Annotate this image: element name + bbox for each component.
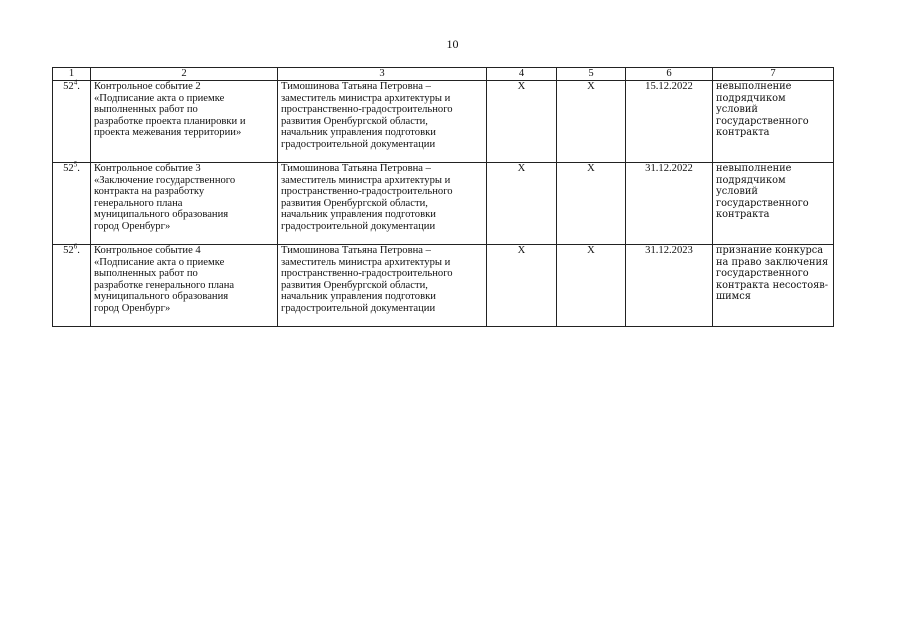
col5-cell: X (557, 81, 626, 163)
reason-line: государственного (716, 115, 809, 127)
responsible-line: Тимошинова Татьяна Петровна – (281, 81, 431, 92)
event-line: контракта на разработку (94, 186, 205, 198)
reason-line: государственного (716, 197, 809, 209)
responsible-line: пространственно-градостроительного (281, 104, 453, 116)
column-header-3: 3 (278, 68, 487, 81)
table-row (53, 81, 834, 163)
responsible-line: пространственно-градостроительного (281, 186, 453, 198)
column-header-7: 7 (713, 68, 834, 81)
event-line: Контрольное событие 2 (94, 81, 201, 92)
event-cell (91, 163, 278, 245)
event-line: генерального плана (94, 197, 183, 209)
column-header-4: 4 (487, 68, 557, 81)
column-header-1: 1 (53, 68, 91, 81)
responsible-line: градостроительной документации (281, 302, 436, 314)
event-cell (91, 245, 278, 327)
reason-line: государственного (716, 268, 809, 280)
date-cell: 31.12.2022 (626, 163, 713, 245)
reason-cell (713, 81, 834, 163)
reason-line: контракта (716, 127, 770, 139)
row-number-superscript: 4 (73, 78, 78, 87)
reason-line: подрядчиком условий (716, 92, 786, 116)
responsible-line: заместитель министра архитектуры и (281, 256, 451, 268)
responsible-cell (278, 245, 487, 327)
reason-line: контракта (716, 209, 770, 221)
reason-line: шимся (716, 291, 751, 303)
responsible-line: градостроительной документации (281, 220, 436, 232)
column-header-5: 5 (557, 68, 626, 81)
row-number-superscript: 5 (73, 160, 78, 169)
responsible-line: Тимошинова Татьяна Петровна – (281, 163, 431, 174)
control-events-table (52, 67, 834, 327)
event-cell (91, 81, 278, 163)
event-line: разработке проекта планировки и (94, 115, 246, 127)
event-line: муниципального образования (94, 209, 229, 221)
reason-line: подрядчиком условий (716, 174, 786, 198)
row-number: 52 (63, 245, 74, 256)
reason-cell (713, 245, 834, 327)
row-number-cell (53, 242, 91, 327)
event-line: Контрольное событие 4 (94, 245, 201, 256)
column-header-6: 6 (626, 68, 713, 81)
event-line: «Заключение государственного (94, 174, 236, 186)
col4-cell: X (487, 245, 557, 327)
event-line: «Подписание акта о приемке (94, 256, 225, 268)
table-row (53, 163, 834, 245)
row-number-superscript: 6 (73, 242, 78, 251)
event-line: «Подписание акта о приемке (94, 92, 225, 104)
row-number-suffix: . (77, 163, 80, 174)
responsible-line: начальник управления подготовки (281, 209, 436, 221)
responsible-line: градостроительной документации (281, 138, 436, 150)
responsible-line: пространственно-градостроительного (281, 268, 453, 280)
event-line: Контрольное событие 3 (94, 163, 201, 174)
date-cell: 31.12.2023 (626, 245, 713, 327)
event-line: муниципального образования (94, 291, 229, 303)
responsible-line: заместитель министра архитектуры и (281, 174, 451, 186)
column-header-2: 2 (91, 68, 278, 81)
row-number: 52 (63, 81, 74, 92)
responsible-line: заместитель министра архитектуры и (281, 92, 451, 104)
responsible-cell (278, 163, 487, 245)
responsible-line: Тимошинова Татьяна Петровна – (281, 245, 431, 256)
event-line: выполненных работ по (94, 268, 198, 280)
col4-cell: X (487, 81, 557, 163)
date-cell: 15.12.2022 (626, 81, 713, 163)
table-row (53, 245, 834, 327)
reason-line: на право заключения (716, 256, 829, 268)
col5-cell: X (557, 245, 626, 327)
page-number: 10 (446, 37, 459, 51)
row-number-cell (53, 78, 91, 163)
event-line: город Оренбург» (94, 220, 171, 232)
responsible-line: развития Оренбургской области, (281, 279, 428, 291)
responsible-cell (278, 81, 487, 163)
reason-cell (713, 163, 834, 245)
reason-line: невыполнение (716, 81, 792, 92)
col5-cell: X (557, 163, 626, 245)
row-number: 52 (63, 163, 74, 174)
reason-line: признание конкурса (716, 245, 824, 256)
reason-line: невыполнение (716, 163, 792, 174)
row-number-suffix: . (77, 81, 80, 92)
responsible-line: развития Оренбургской области, (281, 115, 428, 127)
reason-line: контракта несостояв- (716, 279, 829, 291)
row-number-cell (53, 160, 91, 245)
col4-cell: X (487, 163, 557, 245)
event-line: город Оренбург» (94, 302, 171, 314)
responsible-line: начальник управления подготовки (281, 127, 436, 139)
table-header-row (53, 68, 834, 81)
responsible-line: начальник управления подготовки (281, 291, 436, 303)
event-line: проекта межевания территории» (94, 127, 242, 139)
row-number-suffix: . (77, 245, 80, 256)
event-line: выполненных работ по (94, 104, 198, 116)
responsible-line: развития Оренбургской области, (281, 197, 428, 209)
event-line: разработке генерального плана (94, 279, 235, 291)
